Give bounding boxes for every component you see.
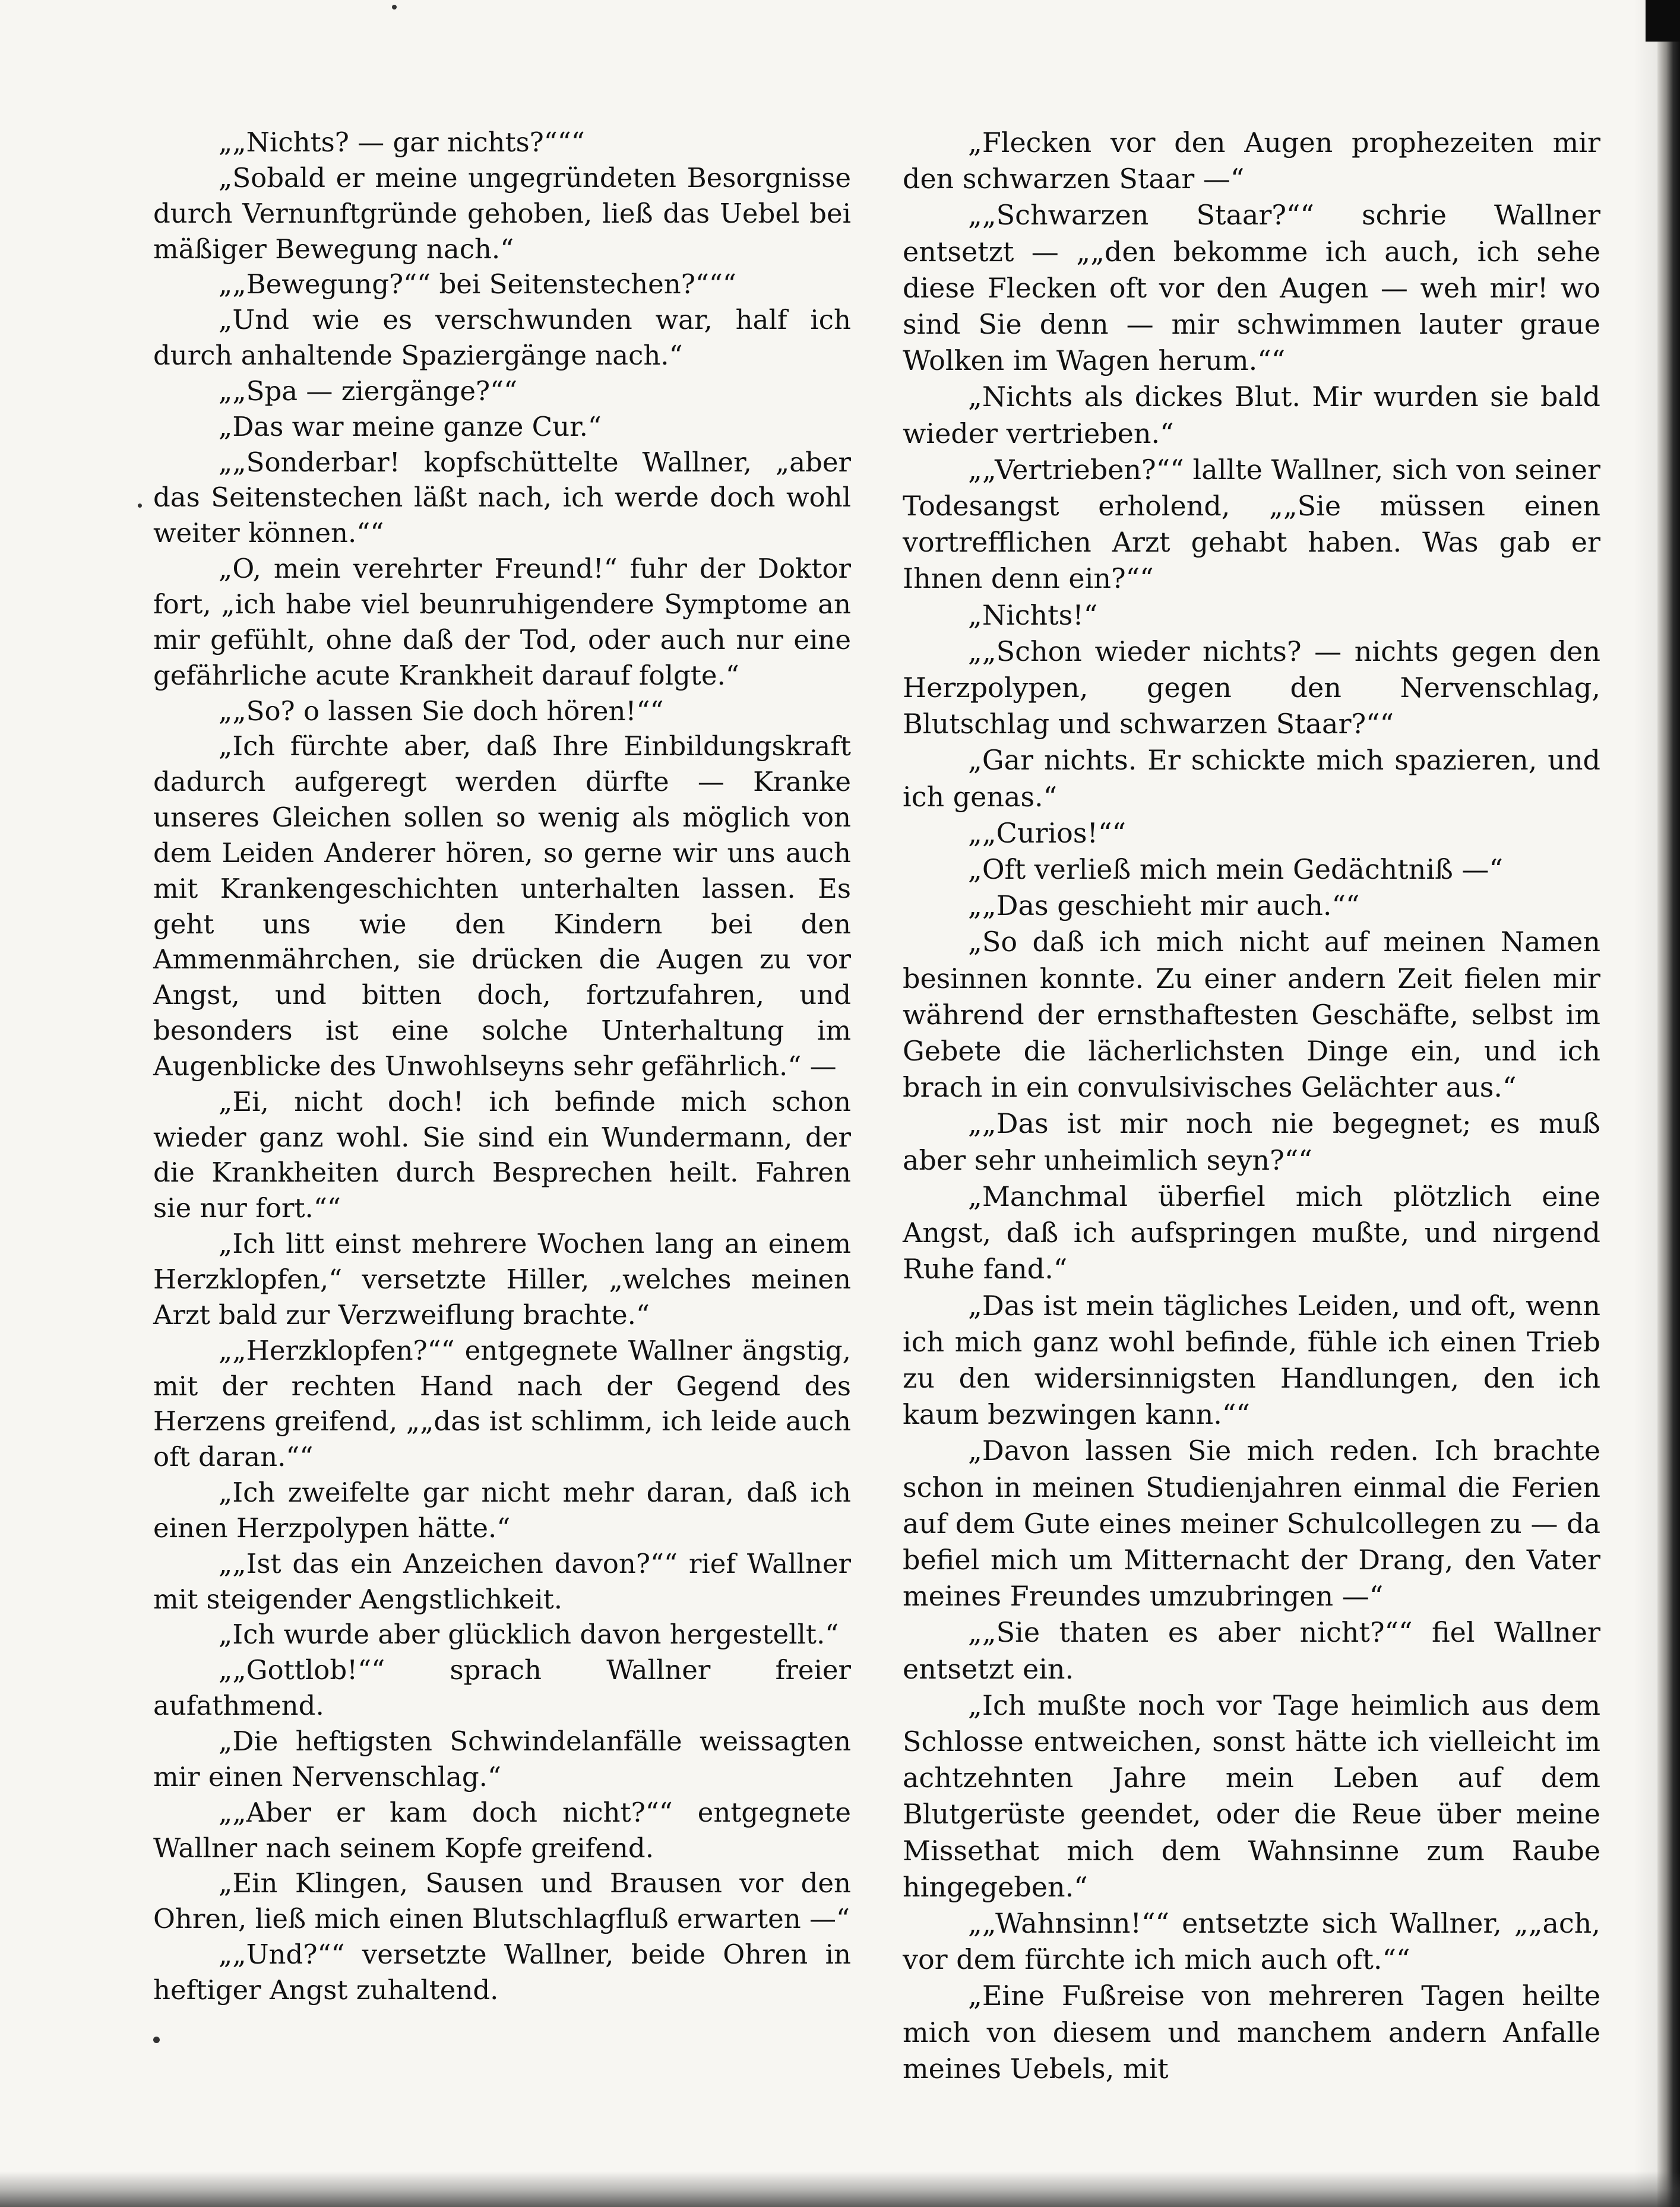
paragraph: „Ich fürchte aber, daß Ihre Einbildungskraft dadurch aufgeregt werden dürfte — Kranke unseres Gleichen sollen so wenig als möglich von dem Leiden Anderer hören, so gerne wir uns auch mit Krankengeschichten unterhalten lassen. Es geht uns wie den Kindern bei den Ammenmährchen, sie drücken die Augen zu vor Angst, und bitten doch, fortzufahren, und besonders ist eine solche Unterhaltung im Augenblicke des Unwohlseyns sehr gefährlich.“ — [153,730,851,1082]
paragraph: „Nichts!“ [968,599,1098,631]
paragraph: „Das war meine ganze Cur.“ [219,410,602,442]
scan-edge-bottom [0,2171,1680,2207]
paragraph: „„Ist das ein Anzeichen davon?““ rief Wallner mit steigender Aengstlichkeit. [153,1547,851,1615]
paragraph: „„Sonderbar! kopfschüttelte Wallner, „aber das Seitenstechen läßt nach, ich werde doch wohl weiter können.““ [153,446,851,549]
paragraph: „„So? o lassen Sie doch hören!““ [219,695,664,727]
paragraph: „„Vertrieben?““ lallte Wallner, sich von seiner Todesangst erholend, „„Sie müssen einen vortrefflichen Arzt gehabt haben. Was gab er Ihnen denn ein?““ [903,453,1600,595]
paragraph: „Ich zweifelte gar nicht mehr daran, daß ich einen Herzpolypen hätte.“ [153,1477,851,1544]
paragraph: „Sobald er meine ungegründeten Besorgnisse durch Vernunftgründe gehoben, ließ das Uebel bei mäßiger Bewegung nach.“ [153,162,851,265]
paragraph: „Flecken vor den Augen prophezeiten mir den schwarzen Staar —“ [903,126,1600,195]
scan-edge-right [1657,0,1680,2207]
paragraph: „„Schwarzen Staar?““ schrie Wallner entsetzt — „„den bekomme ich auch, ich sehe diese Flecken oft vor den Augen — weh mir! wo sind Sie denn — mir schwimmen lauter graue Wolken im Wagen herum.““ [903,199,1600,377]
paragraph: „O, mein verehrter Freund!“ fuhr der Doktor fort, „ich habe viel beunruhigendere Symptome an mir gefühlt, ohne daß der Tod, oder auch nur eine gefährliche acute Krankheit darauf folgte.“ [153,553,851,691]
binding-shadow [1634,0,1657,2207]
paragraph: „Ich litt einst mehrere Wochen lang an einem Herzklopfen,“ versetzte Hiller, „welches meinen Arzt bald zur Verzweiflung brachte.“ [153,1228,851,1331]
paragraph: „„Nichts? — gar nichts?“““ [219,126,585,158]
paragraph: „„Spa — ziergänge?““ [219,375,518,407]
paragraph: „„Herzklopfen?““ entgegnete Wallner ängstig, mit der rechten Hand nach der Gegend des Herzens greifend, „„das ist schlimm, ich leide auch oft daran.““ [153,1334,851,1473]
ink-speck [392,5,397,10]
paragraph: „„Bewegung?““ bei Seitenstechen?“““ [219,268,736,300]
paragraph: „Die heftigsten Schwindelanfälle weissagten mir einen Nervenschlag.“ [153,1725,851,1793]
paragraph: „„Gottlob!““ sprach Wallner freier aufathmend. [153,1654,851,1722]
paragraph: „Und wie es verschwunden war, half ich durch anhaltende Spaziergänge nach.“ [153,304,851,372]
paragraph: „Eine Fußreise von mehreren Tagen heilte mich von diesem und manchem andern Anfalle meines Uebels, mit [903,1980,1600,2085]
left-text-column [153,125,851,2008]
paragraph: „Gar nichts. Er schickte mich spazieren, und ich genas.“ [903,744,1600,813]
paragraph: „„Schon wieder nichts? — nichts gegen den Herzpolypen, gegen den Nervenschlag, Blutschlag und schwarzen Staar?““ [903,635,1600,740]
paragraph: „Ich mußte noch vor Tage heimlich aus dem Schlosse entweichen, sonst hätte ich vielleicht im achtzehnten Jahre mein Leben auf dem Blutgerüste geendet, oder die Reue über meine Missethat mich dem Wahnsinne zum Raube hingegeben.“ [903,1689,1600,1903]
paragraph: „Ich wurde aber glücklich davon hergestellt.“ [219,1619,839,1651]
paragraph: „„Curios!““ [968,816,1127,849]
paragraph: „„Das geschieht mir auch.““ [968,889,1360,922]
paragraph: „Davon lassen Sie mich reden. Ich brachte schon in meinen Studienjahren einmal die Ferien auf dem Gute eines meiner Schulcollegen zu — da befiel mich um Mitternacht der Drang, den Vater meines Freundes umzubringen —“ [903,1435,1600,1613]
paragraph: „Das ist mein tägliches Leiden, und oft, wenn ich mich ganz wohl befinde, fühle ich einen Trieb zu den widersinnigsten Handlungen, den ich kaum bezwingen kann.““ [903,1289,1600,1431]
paragraph: „„Das ist mir noch nie begegnet; es muß aber sehr unheimlich seyn?““ [903,1107,1600,1176]
paragraph: „Ein Klingen, Sausen und Brausen vor den Ohren, ließ mich einen Blutschlagfluß erwarten —“ [153,1867,851,1935]
ink-speck [153,2037,160,2043]
scan-edge-corner [1646,0,1680,42]
paragraph: „Oft verließ mich mein Gedächtniß —“ [968,853,1503,886]
paragraph: „So daß ich mich nicht auf meinen Namen besinnen konnte. Zu einer andern Zeit fielen mir während der ernsthaftesten Geschäfte, selbst im Gebete die lächerlichsten Dinge ein, und ich brach in ein convulsivisches Gelächter aus.“ [903,926,1600,1104]
paragraph: „„Wahnsinn!““ entsetzte sich Wallner, „„ach, vor dem fürchte ich mich auch oft.““ [903,1907,1600,1976]
paragraph: „„Aber er kam doch nicht?““ entgegnete Wallner nach seinem Kopfe greifend. [153,1796,851,1864]
paragraph: „Manchmal überfiel mich plötzlich eine Angst, daß ich aufspringen mußte, und nirgend Ruhe fand.“ [903,1180,1600,1285]
paragraph: „Nichts als dickes Blut. Mir wurden sie bald wieder vertrieben.“ [903,381,1600,449]
paragraph: „Ei, nicht doch! ich befinde mich schon wieder ganz wohl. Sie sind ein Wundermann, der die Krankheiten durch Besprechen heilt. Fahren sie nur fort.““ [153,1085,851,1224]
ink-speck [138,504,142,508]
paragraph: „„Und?““ versetzte Wallner, beide Ohren in heftiger Angst zuhaltend. [153,1939,851,2006]
right-text-column [903,125,1600,2087]
paragraph: „„Sie thaten es aber nicht?““ fiel Wallner entsetzt ein. [903,1616,1600,1685]
